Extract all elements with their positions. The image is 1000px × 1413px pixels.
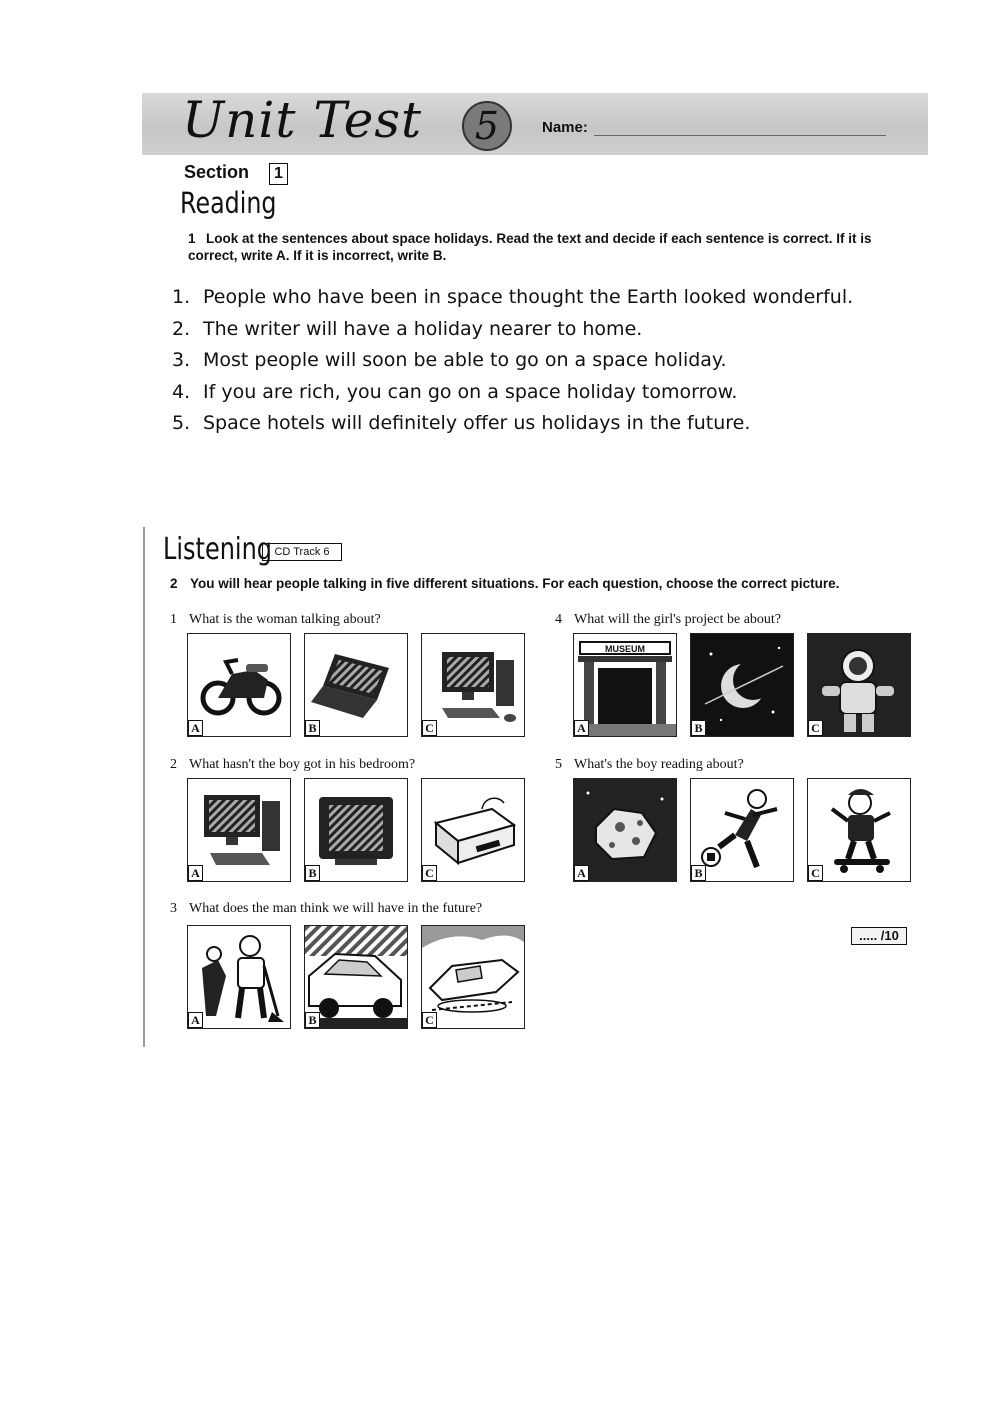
list-item: 4. If you are rich, you can go on a space holiday tomorrow. (172, 380, 738, 403)
unit-number-badge: 5 (462, 101, 512, 151)
footballer-icon (691, 779, 793, 881)
list-item: 5. Space hotels will definitely offer us holidays in the future. (172, 412, 751, 434)
reading-item-text: People who have been in space thought the Earth looked wonderful. (203, 286, 854, 308)
asteroid-icon (574, 779, 676, 881)
car-icon (305, 926, 407, 1028)
reading-heading: Reading (180, 186, 277, 220)
reading-instruction (188, 230, 918, 264)
question-3: 3 What does the man think we will have in the future? (170, 901, 483, 916)
option-label: C (422, 865, 437, 881)
museum-icon (574, 634, 676, 736)
television-icon (305, 779, 407, 881)
motorbike-icon (188, 634, 290, 736)
question-4: 4 What will the girl's project be about? (555, 612, 782, 627)
astronaut-icon (808, 634, 910, 736)
option-4a[interactable] (573, 633, 677, 737)
question-2: 2 What hasn't the boy got in his bedroom? (170, 757, 416, 772)
option-label: A (574, 865, 589, 881)
option-3b[interactable] (304, 925, 408, 1029)
cd-track-label: CD Track 6 (262, 543, 342, 561)
listening-instruction-text: You will hear people talking in five different situations. For each question, choose the correct picture. (190, 576, 840, 591)
list-item: 2. The writer will have a holiday nearer to home. (172, 317, 643, 340)
reading-instruction-text: Look at the sentences about space holidays. Read the text and decide if each sentence is correct. If it is correct, write A. If it is incorrect, write B. (188, 231, 872, 263)
option-2b[interactable] (304, 778, 408, 882)
option-5b[interactable] (690, 778, 794, 882)
option-label: C (808, 720, 823, 736)
desktop-computer-icon (422, 634, 524, 736)
laptop-icon (305, 634, 407, 736)
option-label: B (691, 865, 706, 881)
option-3a[interactable] (187, 925, 291, 1029)
listening-instruction-number: 2 (170, 576, 178, 591)
moon-icon (691, 634, 793, 736)
question-1: 1 What is the woman talking about? (170, 612, 381, 627)
list-item: 3. Most people will soon be able to go on a space holiday. (172, 349, 727, 371)
reading-item-text: The writer will have a holiday nearer to home. (203, 317, 643, 340)
flying-car-icon (422, 926, 524, 1028)
question-5: 5 What's the boy reading about? (555, 757, 744, 772)
option-1a[interactable] (187, 633, 291, 737)
option-label: C (422, 720, 437, 736)
option-label: A (188, 720, 203, 736)
option-label: A (188, 865, 203, 881)
option-label: B (305, 720, 320, 736)
option-label: C (808, 865, 823, 881)
score-box: ..... /10 (851, 927, 907, 945)
option-2a[interactable] (187, 778, 291, 882)
section-label: Section (184, 162, 250, 182)
header-banner (142, 93, 928, 155)
option-4c[interactable] (807, 633, 911, 737)
option-1b[interactable] (304, 633, 408, 737)
listening-instruction (170, 575, 890, 592)
reading-item-text: If you are rich, you can go on a space holiday tomorrow. (203, 380, 738, 403)
option-1c[interactable] (421, 633, 525, 737)
option-2c[interactable] (421, 778, 525, 882)
option-label: A (574, 720, 589, 736)
option-label: B (691, 720, 706, 736)
skateboarder-icon (808, 779, 910, 881)
option-3c[interactable] (421, 925, 525, 1029)
option-label: B (305, 865, 320, 881)
reading-item-text: Space hotels will definitely offer us holidays in the future. (203, 412, 751, 434)
option-label: C (422, 1012, 437, 1028)
robot-icon (188, 926, 290, 1028)
unit-test-title: Unit Test (182, 91, 423, 149)
option-5c[interactable] (807, 778, 911, 882)
option-label: A (188, 1012, 203, 1028)
section-number: 1 (269, 163, 288, 185)
reading-instruction-number: 1 (188, 231, 196, 246)
reading-items (172, 286, 853, 444)
listening-heading: Listening (163, 532, 273, 567)
list-item: 1. People who have been in space thought the Earth looked wonderful. (172, 286, 854, 308)
museum-sign-text: MUSEUM (605, 644, 645, 654)
reading-item-text: Most people will soon be able to go on a space holiday. (203, 349, 727, 371)
margin-rule (143, 527, 145, 1047)
desktop-computer-icon (188, 779, 290, 881)
name-label: Name: (542, 119, 588, 136)
option-4b[interactable] (690, 633, 794, 737)
option-5a[interactable] (573, 778, 677, 882)
name-input-line[interactable] (594, 135, 886, 136)
dvd-player-icon (422, 779, 524, 881)
option-label: B (305, 1012, 320, 1028)
